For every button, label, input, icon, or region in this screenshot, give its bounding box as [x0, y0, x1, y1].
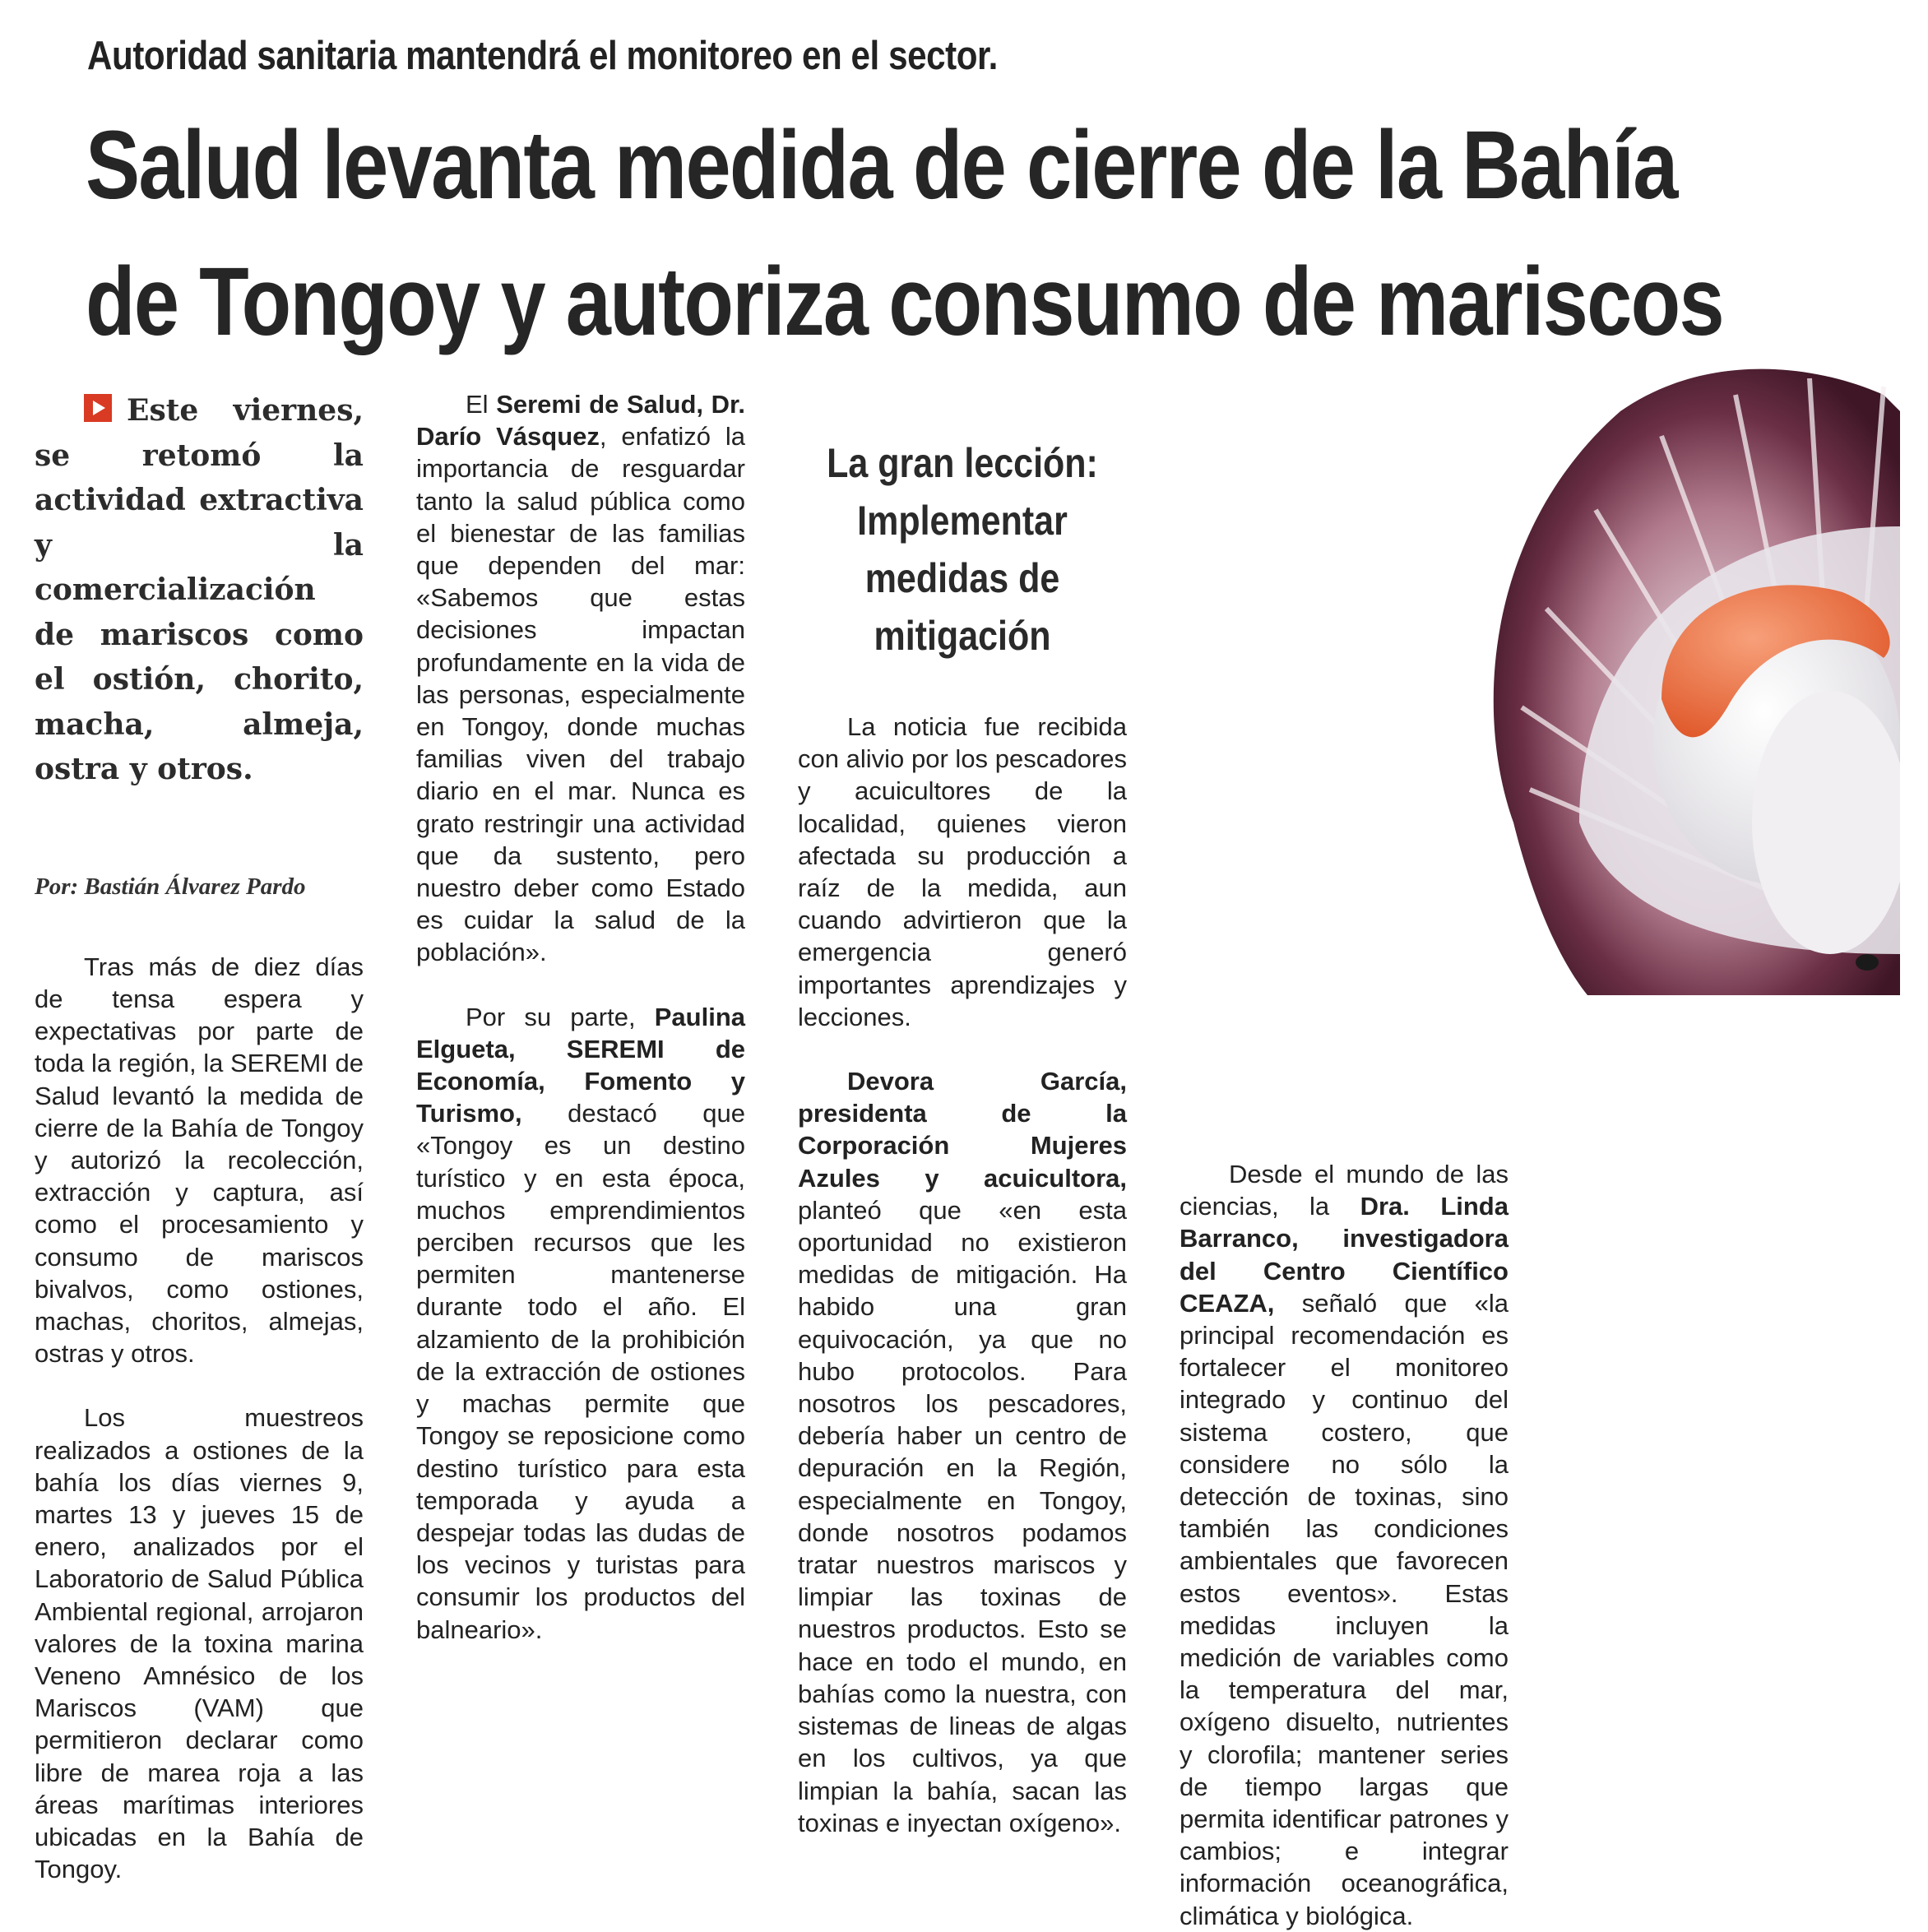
- column-3: [798, 388, 1127, 1839]
- paragraph-2: Los muestreos realizados a ostiones de la bahía los días viernes 9, martes 13 y jueves 15 de enero, analizados por el Laboratorio de Salud Pública Ambiental regional, arrojaron valores de la toxina marina Veneno Amnésico de los Mariscos (VAM) que permitieron declarar como libre de marea roja a las áreas marítimas interiores ubicadas en la Bahía de Tongoy.: [35, 1403, 364, 1884]
- lede-text: Este viernes, se retomó la actividad extractiva y la comercialización de mariscos como el ostión, chorito, macha, almeja, ostra y otros.: [35, 393, 364, 786]
- seremi-economia-name: Paulina Elgueta, SEREMI de Economía, Fomento y Turismo,: [416, 1002, 745, 1128]
- column-2: [416, 388, 745, 1646]
- headline-line-1: Salud levanta medida de cierre de la Bahía: [86, 111, 1677, 220]
- paragraph-6: Devora García, presidenta de la Corporación Mujeres Azules y acuicultora, planteó que «en esta oportunidad no existieron medidas de mitigación. Ha habido una gran equivocación, ya que no hubo protocolos. Para nosotros los pescadores, debería haber un centro de depuración en la Región, especialmente en Tongoy, donde nosotros podamos tratar nuestros mariscos y limpiar las toxinas de nuestros productos. Esto se hace en todo el mundo, en bahías como la nuestra, con sistemas de lineas de algas en los cultivos, ya que limpian la bahía, sacan las toxinas e inyectan oxígeno».: [798, 1067, 1127, 1837]
- headline: [86, 97, 1723, 370]
- paragraph-4: Por su parte, Paulina Elgueta, SEREMI de Economía, Fomento y Turismo, destacó que «Tongoy es un destino turístico y en esta época, muchos emprendimientos perciben recursos que les permiten mantenerse durante todo el año. El alzamiento de la prohibición de la extracción de ostiones y machas permite que Tongoy se reposicione como destino turístico para esta temporada y ayuda a despejar todas las dudas de los vecinos y turistas para consumir los productos del balneario».: [416, 1002, 745, 1644]
- paragraph-1: Tras más de diez días de tensa espera y expectativas por parte de toda la región, la SEREMI de Salud levantó la medida de cierre de la Bahía de Tongoy y autorizó la recolección, extracción y captura, así como el procesamiento y consumo de mariscos bivalvos, como ostiones, machas, choritos, almejas, ostras y otros.: [35, 952, 364, 1369]
- devora-garcia-name: Devora García, presidenta de la Corporación Mujeres Azules y acuicultora,: [798, 1067, 1127, 1193]
- seremi-salud-name: Seremi de Salud, Dr. Darío Vásquez: [416, 390, 745, 452]
- column-4: [1180, 1158, 1509, 1932]
- headline-line-2: de Tongoy y autoriza consumo de mariscos: [86, 248, 1723, 356]
- scallop-shell-photo: [1456, 362, 1900, 995]
- paragraph-5: La noticia fue recibida con alivio por los pescadores y acuicultores de la localidad, quienes vieron afectada su producción a raíz de la medida, aun cuando advirtieron que la emergencia generó importantes aprendizajes y lecciones.: [798, 712, 1127, 1031]
- column-1: [35, 388, 364, 1885]
- subhead: La gran lección: Implementar medidas de mitigación: [827, 440, 1098, 659]
- paragraph-7: Desde el mundo de las ciencias, la Dra. Linda Barranco, investigadora del Centro Científico CEAZA, señaló que «la principal recomendación es fortalecer el monitoreo integrado y continuo del sistema costero, que considere no sólo la detección de toxinas, sino también las condiciones ambientales que favorecen estos eventos». Estas medidas incluyen la medición de variables como la temperatura del mar, oxígeno disuelto, nutrientes y clorofila; mantener series de tiempo largas que permita identificar patrones y cambios; e integrar información oceanográfica, climática y biológica.: [1180, 1160, 1509, 1930]
- play-arrow-icon: [84, 394, 112, 422]
- linda-barranco-name: Dra. Linda Barranco, investigadora del Centro Científico CEAZA,: [1180, 1192, 1509, 1318]
- lede: [35, 388, 364, 792]
- kicker: Autoridad sanitaria mantendrá el monitoreo en el sector.: [87, 34, 998, 78]
- shell-hinge: [1856, 954, 1879, 971]
- byline: Por: Bastián Álvarez Pardo: [35, 873, 306, 900]
- paragraph-3: El Seremi de Salud, Dr. Darío Vásquez, enfatizó la importancia de resguardar tanto la salud pública como el bienestar de las familias que dependen del mar: «Sabemos que estas decisiones impactan profundamente en la vida de las personas, especialmente en Tongoy, donde muchas familias viven del trabajo diario en el mar. Nunca es grato restringir una actividad que da sustento, pero nuestro deber como Estado es cuidar la salud de la población».: [416, 390, 746, 967]
